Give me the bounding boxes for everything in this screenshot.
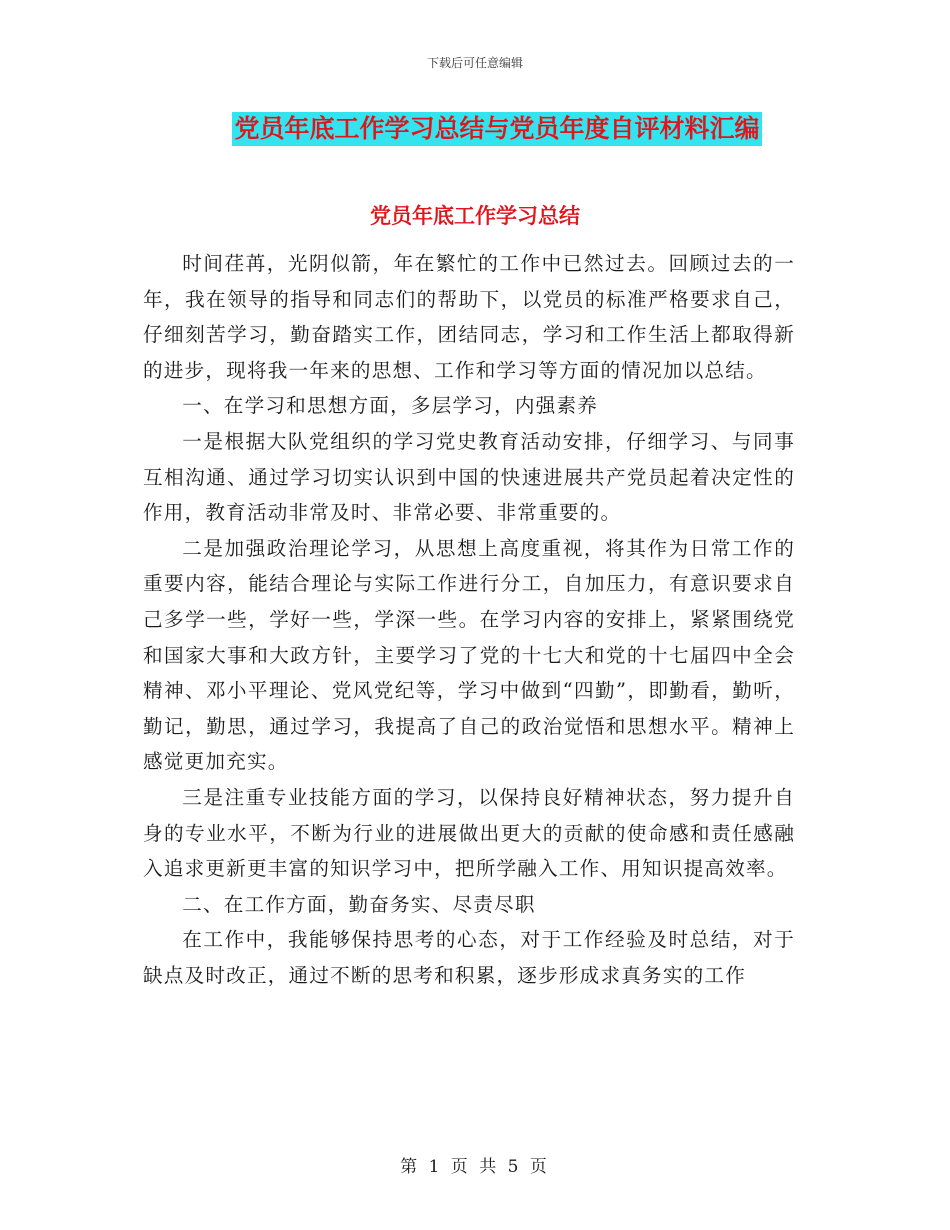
section-title: 党员年底工作学习总结	[370, 204, 580, 228]
paragraph-work: 在工作中，我能够保持思考的心态，对于工作经验及时总结，对于缺点及时改正，通过不断的思考和积累，逐步形成求真务实的工作	[143, 928, 795, 987]
heading-work: 二、在工作方面，勤奋务实、尽责尽职	[182, 892, 536, 916]
paragraph-third: 三是注重专业技能方面的学习，以保持良好精神状态，努力提升自身的专业水平，不断为行业的进展做出更大的贡献的使命感和责任感融入追求更新更丰富的知识学习中，把所学融入工作、用知识提高效率。	[143, 785, 795, 881]
header-note: 下载后可任意编辑	[426, 56, 523, 70]
paragraph-intro: 时间荏苒，光阴似箭，年在繁忙的工作中已然过去。回顾过去的一年，我在领导的指导和同志们的帮助下，以党员的标准严格要求自己，仔细刻苦学习，勤奋踏实工作，团结同志，学习和工作生活上都取得新的进步，现将我一年来的思想、工作和学习等方面的情况加以总结。	[143, 252, 795, 382]
main-title: 党员年底工作学习总结与党员年度自评材料汇编	[232, 112, 761, 146]
page-footer: 第 1 页 共 5 页	[400, 1157, 550, 1177]
heading-study-thought: 一、在学习和思想方面，多层学习，内强素养	[182, 394, 599, 418]
main-title-container	[0, 112, 950, 146]
paragraph-first: 一是根据大队党组织的学习党史教育活动安排，仔细学习、与同事互相沟通、通过学习切实认识到中国的快速进展共产党员起着决定性的作用，教育活动非常及时、非常必要、非常重要的。	[143, 429, 795, 525]
paragraph-second: 二是加强政治理论学习，从思想上高度重视，将其作为日常工作的重要内容，能结合理论与实际工作进行分工，自加压力，有意识要求自己多学一些，学好一些，学深一些。在学习内容的安排上，紧紧围绕党和国家大事和大政方针，主要学习了党的十七大和党的十七届四中全会精神、邓小平理论、党风党纪等，学习中做到“四勤”，即勤看，勤听，勤记，勤思，通过学习，我提高了自己的政治觉悟和思想水平。精神上感觉更加充实。	[143, 536, 795, 774]
document-body	[143, 246, 795, 993]
